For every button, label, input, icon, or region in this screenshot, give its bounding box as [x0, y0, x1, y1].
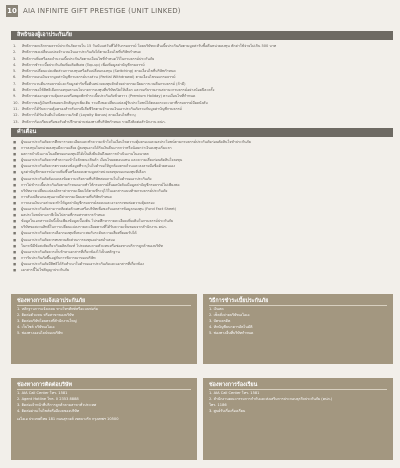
box-line: 5. ช่องทางออนไลน์ของบริษัท: [17, 331, 63, 335]
list-item-text: ข้อมูลในเอกสารฉบับนี้เป็นเพียงข้อมูลเบื้องต้น โปรดศึกษารายละเอียดเพิ่มเติมในกรมธรรม์ประกันภัย: [21, 219, 174, 224]
list-item-text: สิทธิการร้องเรียนหรือขอรับคำปรึกษาผ่านช่องทางที่บริษัทกำหนด รวมถึงติดต่อสำนักงาน คปภ.: [22, 119, 166, 124]
list-item-text: การรับประกันภัยขึ้นอยู่กับการพิจารณาของบริษัท: [21, 255, 96, 260]
oic-box-title: ช่องทางการร้องเรียน: [209, 381, 387, 390]
list-item-text: การถอนเงินบางส่วนจะทำให้มูลค่าบัญชีกรมธรรม์ลดลงและอาจกระทบต่อความคุ้มครอง: [21, 200, 155, 205]
box-line: 2. สำนักงานคณะกรรมการกำกับและส่งเสริมการประกอบธุรกิจประกันภัย (คปภ.): [209, 397, 333, 401]
rights-section-title: สิทธิของผู้เอาประกันภัย: [11, 31, 393, 40]
list-item-number: 11.: [13, 106, 19, 111]
list-item-number: 9.: [13, 94, 17, 99]
page-number: 10: [7, 7, 17, 15]
box-line: 3. ติดต่อบริษัทโดยตรงที่สำนักงานใหญ่: [17, 319, 77, 323]
claims-box-title: ช่องทางการแจ้งเอาประกันภัย: [17, 297, 191, 306]
list-item-text: ผู้ขอเอาประกันภัยควรตรวจสอบข้อมูลที่ระบุในใบคำขอให้ถูกต้องครบถ้วนและลงลายมือชื่อด้วยตนเอง: [21, 164, 175, 169]
box-line: 3. บัตรเครดิต: [209, 319, 231, 323]
payment-lines: [209, 306, 387, 336]
payment-box-title: วิธีการชำระเบี้ยประกันภัย: [209, 297, 387, 306]
rights-item: [13, 119, 393, 125]
box-line: 2. เช็คสั่งจ่ายบริษัทเอไอเอ: [209, 313, 250, 317]
oic-lines: [209, 390, 387, 414]
list-item-text: บริษัทขอสงวนสิทธิ์ในการเปลี่ยนแปลงรายละเอียดตามที่ได้รับความเห็นชอบจากสำนักงาน คปภ.: [21, 225, 167, 230]
list-item-number: 12.: [13, 113, 19, 118]
list-item-text: สิทธิการได้รับความคุ้มครองสำหรับกรณีเสียชีวิตตามจำนวนเงินเอาประกันภัยรวมกับมูลค่าบัญชีกรมธรรม์: [22, 106, 182, 111]
box-line: 1. เงินสด: [209, 307, 224, 311]
document-title: AIA INFINITE GIFT PRESTIGE (UNIT LINKED): [23, 7, 181, 15]
claims-lines: [17, 306, 191, 336]
notes-section-title: คำเตือน: [11, 128, 393, 137]
list-item-text: สิทธิการชำระเบี้ยประกันภัยเพิ่มเติมพิเศษ (Top-up) เพื่อเพิ่มมูลค่าบัญชีกรมธรรม์: [22, 62, 145, 67]
box-line: 1. หลักฐานการแจ้งเคลม ทางโทรศัพท์หรือแบบฟอร์ม: [17, 307, 99, 311]
oic-info-box: [203, 378, 393, 460]
list-item-text: ผู้ขอเอาประกันภัยควรทำความเข้าใจลักษณะสินค้า เงื่อนไขผลตอบแทน และความเสี่ยงก่อนตัดสินใจลงทุน: [21, 158, 183, 163]
list-item-text: สิทธิการถอนเงินจากมูลค่าบัญชีกรมธรรม์บางส่วน (Partial Withdrawal) ตามเงื่อนไขของกรมธรรม์: [22, 75, 176, 80]
list-item-text: สิทธิการต่ออายุความคุ้มครองหรือหยุดพักชำระเบี้ยประกันภัยชั่วคราว (Premium Holiday) ตามเงื่อนไขที่กำหนด: [22, 94, 196, 99]
box-line: 5. ช่องทางอื่นที่บริษัทกำหนด: [209, 331, 254, 335]
list-item-text: ผู้ขอเอาประกันภัยควรทบทวนสัดส่วนการลงทุนอย่างสม่ำเสมอ: [21, 237, 115, 242]
payment-info-box: [203, 294, 393, 364]
list-item-text: ผู้ขอเอาประกันภัยมีสิทธิได้รับสำเนาใบคำขอเอาประกันภัยและเอกสารที่เกี่ยวข้อง: [21, 261, 144, 266]
list-item-number: 6.: [13, 75, 17, 80]
rights-list: [13, 43, 393, 125]
list-item-number: 4.: [13, 62, 17, 67]
list-item-text: ในกรณีมีข้อสงสัยเกี่ยวกับผลิตภัณฑ์ โปรดสอบถามตัวแทนหรือช่องทางบริการลูกค้าของบริษัท: [21, 243, 163, 248]
notes-item: [13, 267, 393, 273]
company-address: เอไอเอ ประเทศไทย 181 ถนนสุรวงศ์ เขตบางรัก กรุงเทพฯ 10500: [17, 417, 119, 421]
list-item-text: สิทธิการขอกู้เงินหรือขอยกเลิกสัญญาเพิ่มเติม รวมถึงขอเปลี่ยนแปลงผู้รับประโยชน์ได้ตลอดระยะเวลาที่กรมธรรม์มีผลบังคับ: [22, 100, 208, 105]
list-item-text: สิทธิการขอเปลี่ยนแปลงจำนวนเงินเอาประกันภัยได้ตามเงื่อนไขที่บริษัทกำหนด: [22, 50, 141, 55]
list-item-number: 2.: [13, 50, 17, 55]
list-item-text: สิทธิการขอใช้สิทธิเลือกกองทุนตามนโยบายการลงทุนที่บริษัทเปิดให้เลือก และขอรับรายงานสถานะกรมธรรม์อย่างน้อยปีละครั้ง: [22, 88, 215, 93]
box-line: 4. ติดต่อผ่านเว็บไซต์หรืออีเมลของบริษัท: [17, 409, 80, 413]
company-info-box: [11, 378, 197, 460]
box-line: 2. Agent Hotline โทร. 0 2353 8888: [17, 397, 79, 401]
box-line: 3. ศูนย์รับเรื่องร้องเรียน: [209, 409, 246, 413]
list-item-number: 10.: [13, 100, 19, 105]
list-item-text: สิทธิการได้รับเงินคืนโบนัสความภักดี (Loyalty Bonus) ตามเงื่อนไขที่ระบุ: [22, 113, 136, 118]
list-item-text: สิทธิการเพิ่มหรือลดจำนวนเบี้ยประกันภัยตามเงื่อนไขที่กำหนดไว้ในกรมธรรม์ประกันภัย: [22, 56, 155, 61]
list-item-text: เอกสารนี้ไม่ใช่สัญญาประกันภัย: [21, 267, 70, 272]
list-item-number: 8.: [13, 88, 17, 93]
list-item-text: ผู้ขอเอาประกันภัยควรศึกษารายละเอียดและทำความเข้าใจในเงื่อนไขความคุ้มครองและผลประโยชน์ตามกรมธรรม์ประกันภัยก่อนตัดสินใจทำประกันภัย: [21, 140, 251, 144]
list-item-number: 7.: [13, 81, 17, 86]
list-item-text: ผู้ขอเอาประกันภัยควรเลือกกองทุนที่เหมาะสมกับระดับความเสี่ยงที่ยอมรับได้: [21, 231, 137, 236]
company-lines: [17, 390, 191, 414]
list-item-text: ผลการดำเนินงานในอดีตของกองทุนมิได้เป็นสิ่งยืนยันถึงผลการดำเนินงานในอนาคต: [21, 152, 149, 157]
box-line: 1. AIA Call Center โทร. 1581: [17, 391, 68, 395]
list-item-text: สิทธิการเปลี่ยนแปลงสัดส่วนการลงทุนหรือสับเปลี่ยนกองทุน (Switching) ตามเงื่อนไขที่บริษัทกำหนด: [22, 69, 176, 74]
list-item-number: 1.: [13, 44, 17, 48]
box-line: 2. ติดต่อตัวแทน หรือสาขาของบริษัท: [17, 313, 74, 317]
notes-list: [13, 139, 393, 273]
list-item-text: การไม่ชำระเบี้ยประกันภัยตามกำหนดอาจทำให้กรมธรรม์สิ้นผลบังคับเมื่อมูลค่าบัญชีกรมธรรม์ไม่เพียงพอ: [21, 182, 180, 187]
claims-info-box: [11, 294, 197, 364]
company-box-title: ช่องทางการติดต่อบริษัท: [17, 381, 191, 390]
list-item-text: มูลค่าบัญชีกรมธรรม์อาจเพิ่มขึ้นหรือลดลงตามมูลค่าหน่วยลงทุนของกองทุนที่เลือก: [21, 170, 146, 175]
list-item-text: การสับเปลี่ยนกองทุนอาจมีค่าธรรมเนียมตามที่บริษัทกำหนด: [21, 194, 112, 199]
list-item-text: บริษัทอาจเปลี่ยนแปลงอัตราค่าธรรมเนียมได้ตามที่ระบุไว้ในเอกสารแนบท้ายกรมธรรม์ประกันภัย: [21, 188, 168, 193]
list-item-text: การลงทุนในหน่วยลงทุนมีความเสี่ยง ผู้ลงทุนอาจได้รับเงินคืนมากกว่าหรือน้อยกว่าเงินลงทุนเริ่มแรก: [21, 146, 172, 151]
list-item-text: ผู้ขอเอาประกันภัยควรเก็บรักษาเอกสารที่เกี่ยวข้องไว้เป็นหลักฐาน: [21, 249, 120, 254]
list-item-text: สิทธิการยกเลิกกรมธรรม์ประกันภัยภายใน 15 วันนับแต่วันที่ได้รับกรมธรรม์ โดยบริษัทจะคืนเบี้ยประกันภัยตามมูลค่ารับซื้อคืนหน่วยลงทุน หักค่าใช้จ่ายไม่เกิน 500 บาท: [22, 44, 277, 48]
box-line: 4. เว็บไซต์ บริษัทเอไอเอ: [17, 325, 55, 329]
list-item-text: ผู้ขอเอาประกันภัยต้องแถลงข้อความจริงตามที่บริษัทสอบถามในใบคำขอเอาประกันภัย: [21, 176, 152, 181]
page-header: [6, 3, 181, 19]
list-item-number: 5.: [13, 69, 17, 74]
box-line: 4. หักบัญชีธนาคารอัตโนมัติ: [209, 325, 253, 329]
box-line: 3. ติดต่อเจ้าหน้าที่บริการลูกค้าตามสาขาทั่วประเทศ: [17, 403, 97, 407]
list-item-text: สิทธิการเวนคืนกรมธรรม์และรับมูลค่ารับซื้อคืนหน่วยลงทุนหักด้วยค่าธรรมเนียมการเวนคืนกรมธรรม์ (ถ้ามี): [22, 81, 186, 86]
box-line: โทร. 1186: [209, 403, 227, 407]
list-item-text: ผลประโยชน์ทางภาษีเป็นไปตามที่กรมสรรพากรกำหนด: [21, 213, 105, 218]
list-item-number: 3.: [13, 56, 17, 61]
box-line: 1. AIA Call Center โทร. 1581: [209, 391, 260, 395]
list-item-number: 13.: [13, 119, 19, 124]
list-item-text: ผู้ขอเอาประกันภัยสามารถติดต่อตัวแทนหรือบริษัทเพื่อขอรับเอกสารข้อมูลกองทุน (Fund Fact Sheet): [21, 207, 177, 212]
